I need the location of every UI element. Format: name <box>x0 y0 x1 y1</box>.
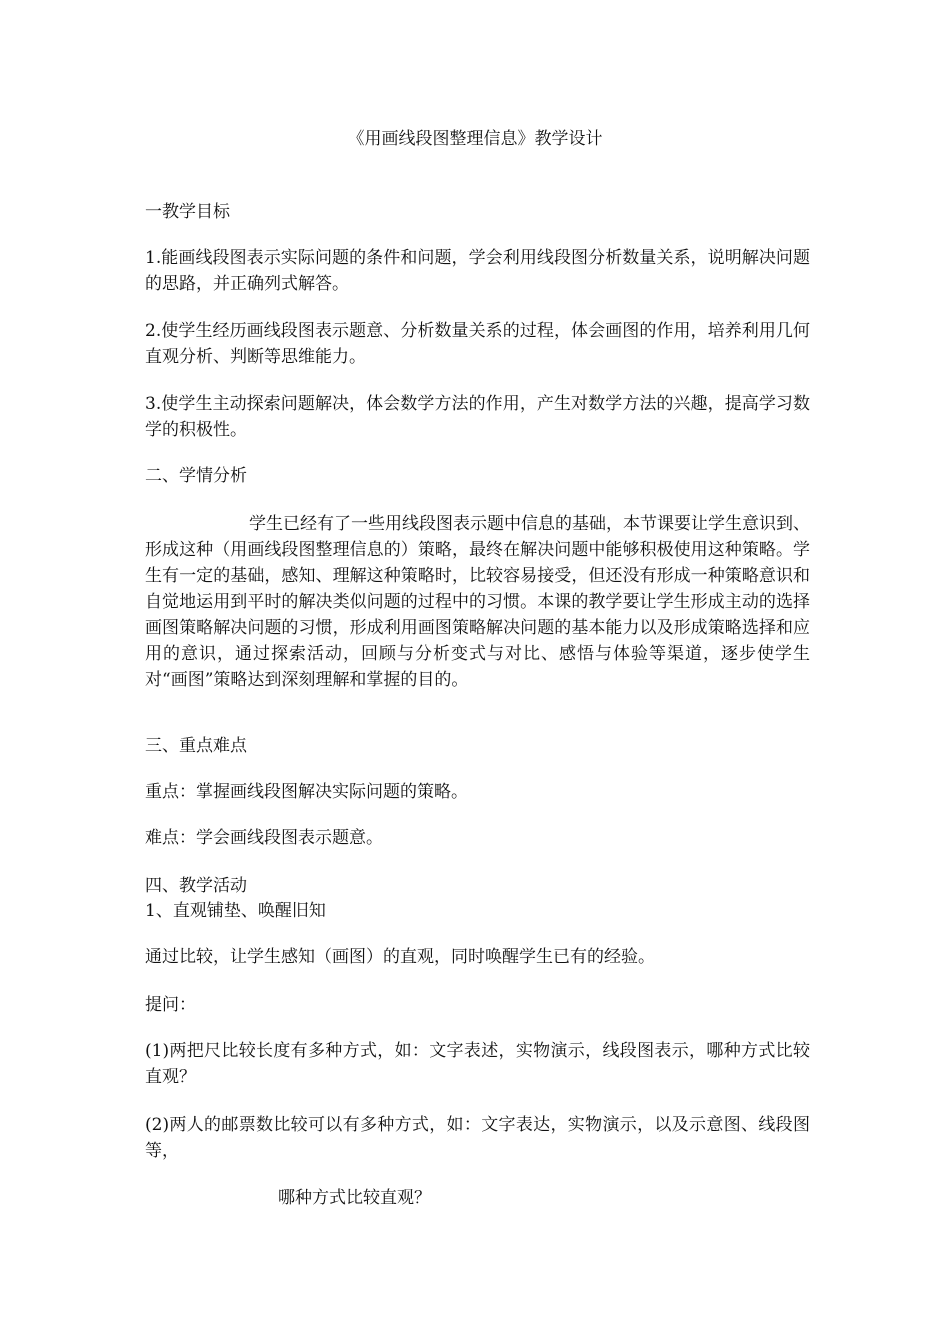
goal-item-1: 1.能画线段图表示实际问题的条件和问题，学会利用线段图分析数量关系，说明解决问题的思路，并正确列式解答。 <box>145 248 810 294</box>
section-heading-activities: 四、教学活动 <box>145 876 247 896</box>
question-item-2: (2)两人的邮票数比较可以有多种方式，如：文字表达，实物演示，以及示意图、线段图等， <box>145 1115 810 1161</box>
difficulty-point: 难点：学会画线段图表示题意。 <box>145 828 383 848</box>
section-heading-analysis: 二、学情分析 <box>145 466 247 486</box>
section-heading-key-points: 三、重点难点 <box>145 736 247 756</box>
activity-intro: 通过比较，让学生感知（画图）的直观，同时唤醒学生已有的经验。 <box>145 947 655 967</box>
goal-item-3: 3.使学生主动探索问题解决，体会数学方法的作用，产生对数学方法的兴趣，提高学习数学的积极性。 <box>145 394 810 440</box>
document-title: 《用画线段图整理信息》教学设计 <box>347 129 603 149</box>
question-item-1: (1)两把尺比较长度有多种方式，如：文字表述，实物演示，线段图表示，哪种方式比较直观？ <box>145 1041 810 1087</box>
question-prompt: 提问： <box>145 995 196 1015</box>
key-point: 重点：掌握画线段图解决实际问题的策略。 <box>145 782 468 802</box>
question-item-2-followup: 哪种方式比较直观？ <box>278 1188 431 1208</box>
analysis-paragraph: 学生已经有了一些用线段图表示题中信息的基础，本节课要让学生意识到、形成这种（用画线段图整理信息的）策略，最终在解决问题中能够积极使用这种策略。学生有一定的基础，感知、理解这种策略时，比较容易接受，但还没有形成一种策略意识和自觉地运用到平时的解决类似问题的过程中的习惯。本课的教学要让学生形成主动的选择画图策略解决问题的习惯，形成利用画图策略解决问题的基本能力以及形成策略选择和应用的意识，通过探索活动，回顾与分析变式与对比、感悟与体验等渠道，逐步使学生对“画图”策略达到深刻理解和掌握的目的。 <box>145 514 810 690</box>
activity-subheading: 1、直观铺垫、唤醒旧知 <box>145 901 326 921</box>
section-heading-goals: 一教学目标 <box>145 202 230 222</box>
goal-item-2: 2.使学生经历画线段图表示题意、分析数量关系的过程，体会画图的作用，培养利用几何直观分析、判断等思维能力。 <box>145 321 810 367</box>
